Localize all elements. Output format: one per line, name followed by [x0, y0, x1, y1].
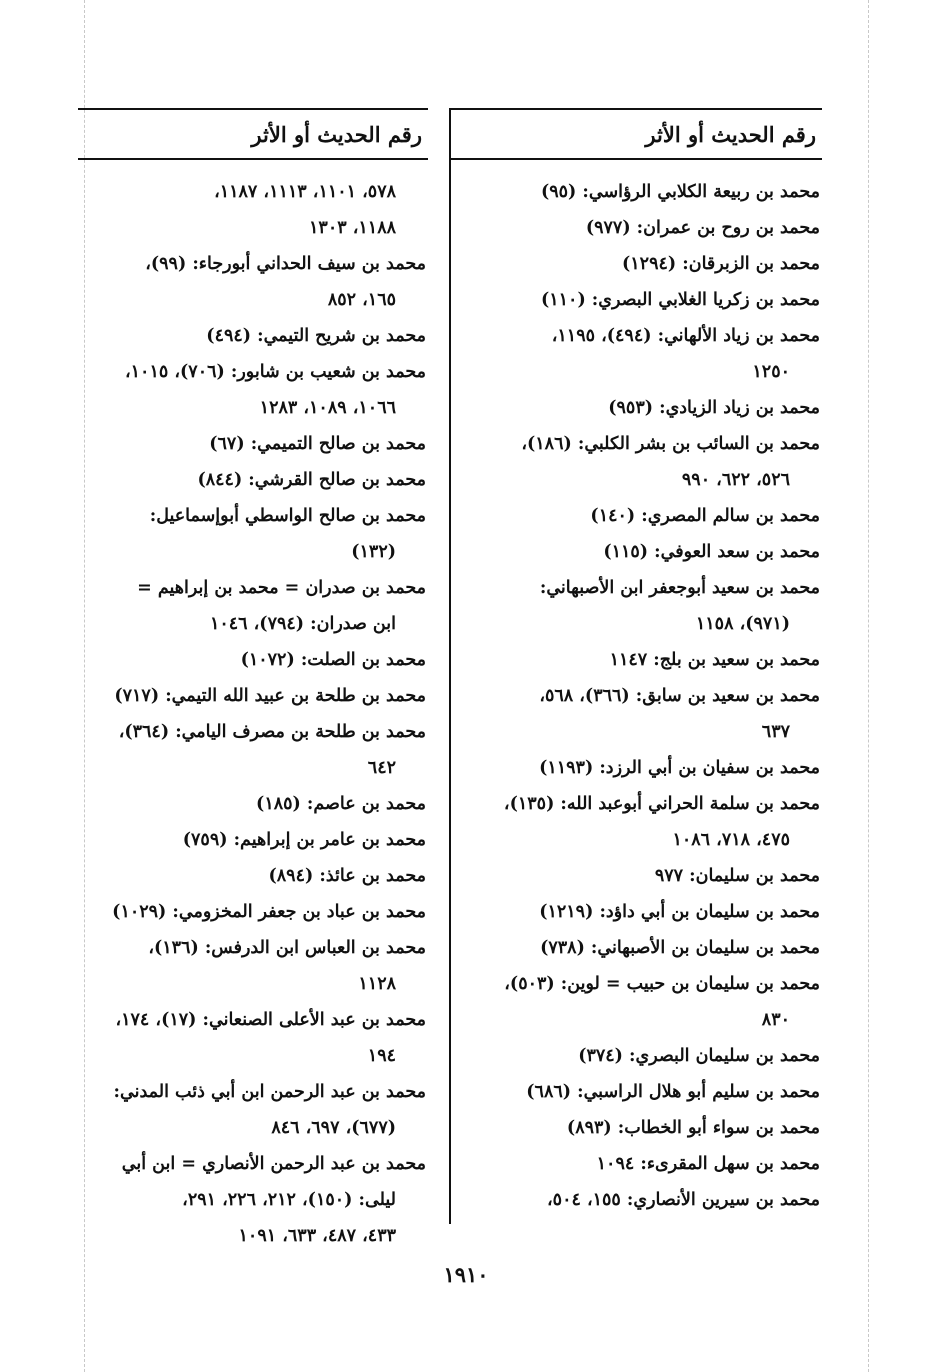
entry-text: محمد بن سعيد بن سابق: (٣٦٦)، ٥٦٨، — [539, 686, 820, 706]
entry-text: محمد بن سالم المصري: (١٤٠) — [590, 506, 820, 526]
index-entry — [450, 498, 822, 534]
index-entry — [450, 246, 822, 282]
entry-text: محمد بن عبد الرحمن الأنصاري = ابن أبي — [121, 1154, 426, 1174]
entry-text: محمد بن السائب بن بشر الكلبي: (١٨٦)، — [521, 434, 820, 454]
entry-text: محمد بن طلحة بن مصرف اليامي: (٣٦٤)، — [118, 722, 426, 742]
entry-text: محمد بن زياد الزيادي: (٩٥٣) — [608, 398, 820, 418]
entry-continuation: ابن صدران: (٧٩٤)، ١٠٤٦ — [209, 614, 396, 634]
index-entry — [78, 462, 428, 498]
index-column-right — [450, 108, 822, 1218]
entry-text: محمد بن صالح الواسطي أبوإسماعيل: — [149, 506, 426, 526]
entry-text: محمد بن سليمان: ٩٧٧ — [654, 866, 820, 886]
entry-continuation: (١٣٢) — [351, 542, 396, 562]
entry-text: محمد بن روح بن عمران: (٩٧٧) — [585, 218, 820, 238]
column-header-right — [450, 108, 822, 160]
entry-text: محمد بن سليم أبو هلال الراسبي: (٦٨٦) — [526, 1082, 820, 1102]
index-entry — [450, 786, 822, 858]
index-entry — [450, 390, 822, 426]
entry-text: محمد بن سعيد أبوجعفر ابن الأصبهاني: — [539, 578, 820, 598]
index-entry — [78, 714, 428, 786]
entry-text: محمد بن سليمان بن أبي داؤد: (١٢١٩) — [539, 902, 820, 922]
index-entry — [450, 1038, 822, 1074]
index-entry — [450, 570, 822, 642]
entry-text: محمد بن شعيب بن شابور: (٧٠٦)، ١٠١٥، — [125, 362, 426, 382]
entry-text: محمد بن زياد الألهاني: (٤٩٤)، ١١٩٥، — [551, 326, 820, 346]
index-entry — [450, 858, 822, 894]
entry-text: ٥٧٨، ١١٠١، ١١١٣، ١١٨٧، — [214, 182, 396, 202]
entry-text: محمد بن عاصم: (١٨٥) — [256, 794, 426, 814]
entry-text: محمد بن صالح التميمي: (٦٧) — [209, 434, 426, 454]
entry-continuation: ١١٢٨ — [358, 974, 396, 994]
column-header-title: رقم الحديث أو الأثر — [251, 121, 422, 147]
index-entry — [450, 678, 822, 750]
index-entry — [450, 894, 822, 930]
index-entry — [78, 246, 428, 318]
index-entry — [450, 426, 822, 498]
entry-continuation: ٤٧٥، ٧١٨، ١٠٨٦ — [672, 830, 790, 850]
entry-list-left — [78, 174, 428, 1254]
index-entry — [78, 786, 428, 822]
index-entry — [450, 750, 822, 786]
entry-continuation: ١٦٥، ٨٥٢ — [327, 290, 396, 310]
entry-text: محمد بن سليمان بن الأصبهاني: (٧٣٨) — [540, 938, 820, 958]
entry-continuation: ٨٣٠ — [761, 1010, 790, 1030]
index-entry — [78, 426, 428, 462]
entry-text: محمد بن سهل المقرىء: ١٠٩٤ — [596, 1154, 820, 1174]
index-entry — [78, 318, 428, 354]
index-entry — [78, 1146, 428, 1254]
index-entry — [78, 642, 428, 678]
entry-continuation: ٦٣٧ — [761, 722, 790, 742]
index-entry — [450, 1182, 822, 1218]
index-entry — [78, 678, 428, 714]
index-entry — [450, 642, 822, 678]
index-entry — [450, 930, 822, 966]
entry-continuation: ٦٤٢ — [367, 758, 396, 778]
entry-text: محمد بن سعيد بن بلج: ١١٤٧ — [609, 650, 820, 670]
entry-text: محمد بن سلمة الحراني أبوعبد الله: (١٣٥)، — [503, 794, 820, 814]
index-entry — [78, 858, 428, 894]
entry-text: محمد بن العباس ابن الدرفس: (١٣٦)، — [148, 938, 426, 958]
entry-text: محمد بن سيرين الأنصاري: ١٥٥، ٥٠٤، — [547, 1190, 820, 1210]
entry-text: محمد بن سعد العوفي: (١١٥) — [603, 542, 820, 562]
index-entry — [78, 894, 428, 930]
index-entry — [78, 1002, 428, 1074]
entry-text: محمد بن سليمان بن حبيب = لوين: (٥٠٣)، — [504, 974, 820, 994]
entry-text: محمد بن سفيان بن أبي الرزد: (١١٩٣) — [539, 758, 820, 778]
entry-continuation: ١٢٥٠ — [752, 362, 790, 382]
index-column-left — [78, 108, 428, 1254]
entry-continuation: ١١٨٨، ١٣٠٣ — [309, 218, 396, 238]
entry-continuation: ١٩٤ — [367, 1046, 396, 1066]
entry-text: محمد بن سواء أبو الخطاب: (٨٩٣) — [566, 1118, 820, 1138]
index-entry — [450, 174, 822, 210]
page-number: ١٩١٠ — [443, 1262, 489, 1287]
index-entry — [78, 1074, 428, 1146]
index-entry — [450, 318, 822, 390]
entry-text: محمد بن الزبرقان: (١٢٩٤) — [622, 254, 820, 274]
entry-text: محمد بن عبد الرحمن ابن أبي ذئب المدني: — [113, 1082, 426, 1102]
column-header-left — [78, 108, 428, 160]
column-header-title: رقم الحديث أو الأثر — [645, 121, 816, 147]
index-entry — [450, 1146, 822, 1182]
entry-continuation: ليلى: (١٥٠)، ٢١٢، ٢٢٦، ٢٩١، — [182, 1190, 396, 1210]
index-entry — [78, 570, 428, 642]
index-entry — [78, 174, 428, 246]
entry-list-right — [450, 174, 822, 1218]
entry-text: محمد بن ربيعة الكلابي الرؤاسي: (٩٥) — [540, 182, 820, 202]
entry-text: محمد بن صدران = محمد بن إبراهيم = — [137, 578, 426, 598]
entry-text: محمد بن شريح التيمي: (٤٩٤) — [206, 326, 426, 346]
entry-text: محمد بن صالح القرشي: (٨٤٤) — [197, 470, 426, 490]
entry-continuation: ٤٣٣، ٤٨٧، ٦٣٣، ١٠٩١ — [238, 1226, 396, 1246]
entry-text: محمد بن سيف الحداني أبورجاء: (٩٩)، — [145, 254, 426, 274]
entry-text: محمد بن الصلت: (١٠٧٢) — [240, 650, 426, 670]
entry-text: محمد بن طلحة بن عبيد الله التيمي: (٧١٧) — [114, 686, 426, 706]
index-entry — [78, 498, 428, 570]
entry-text: محمد بن عائذ: (٨٩٤) — [268, 866, 426, 886]
index-entry — [450, 1074, 822, 1110]
scan-guide-line — [868, 0, 869, 1372]
entry-text: محمد بن عامر بن إبراهيم: (٧٥٩) — [182, 830, 426, 850]
entry-text: محمد بن عبد الأعلى الصنعاني: (١٧)، ١٧٤، — [115, 1010, 426, 1030]
index-entry — [450, 1110, 822, 1146]
index-entry — [78, 354, 428, 426]
entry-text: محمد بن زكريا الغلابي البصري: (١١٠) — [540, 290, 820, 310]
index-entry — [450, 210, 822, 246]
index-entry — [450, 282, 822, 318]
index-entry — [450, 534, 822, 570]
entry-continuation: (٦٧٧)، ٦٩٧، ٨٤٦ — [271, 1118, 396, 1138]
entry-continuation: (٩٧١)، ١١٥٨ — [695, 614, 790, 634]
column-divider — [449, 108, 451, 1224]
index-entry — [450, 966, 822, 1038]
entry-text: محمد بن سليمان البصري: (٣٧٤) — [578, 1046, 820, 1066]
entry-text: محمد بن عباد بن جعفر المخزومي: (١٠٢٩) — [112, 902, 426, 922]
entry-continuation: ١٠٦٦، ١٠٨٩، ١٢٨٣ — [259, 398, 396, 418]
entry-continuation: ٥٢٦، ٦٢٢، ٩٩٠ — [681, 470, 790, 490]
index-entry — [78, 930, 428, 1002]
index-entry — [78, 822, 428, 858]
